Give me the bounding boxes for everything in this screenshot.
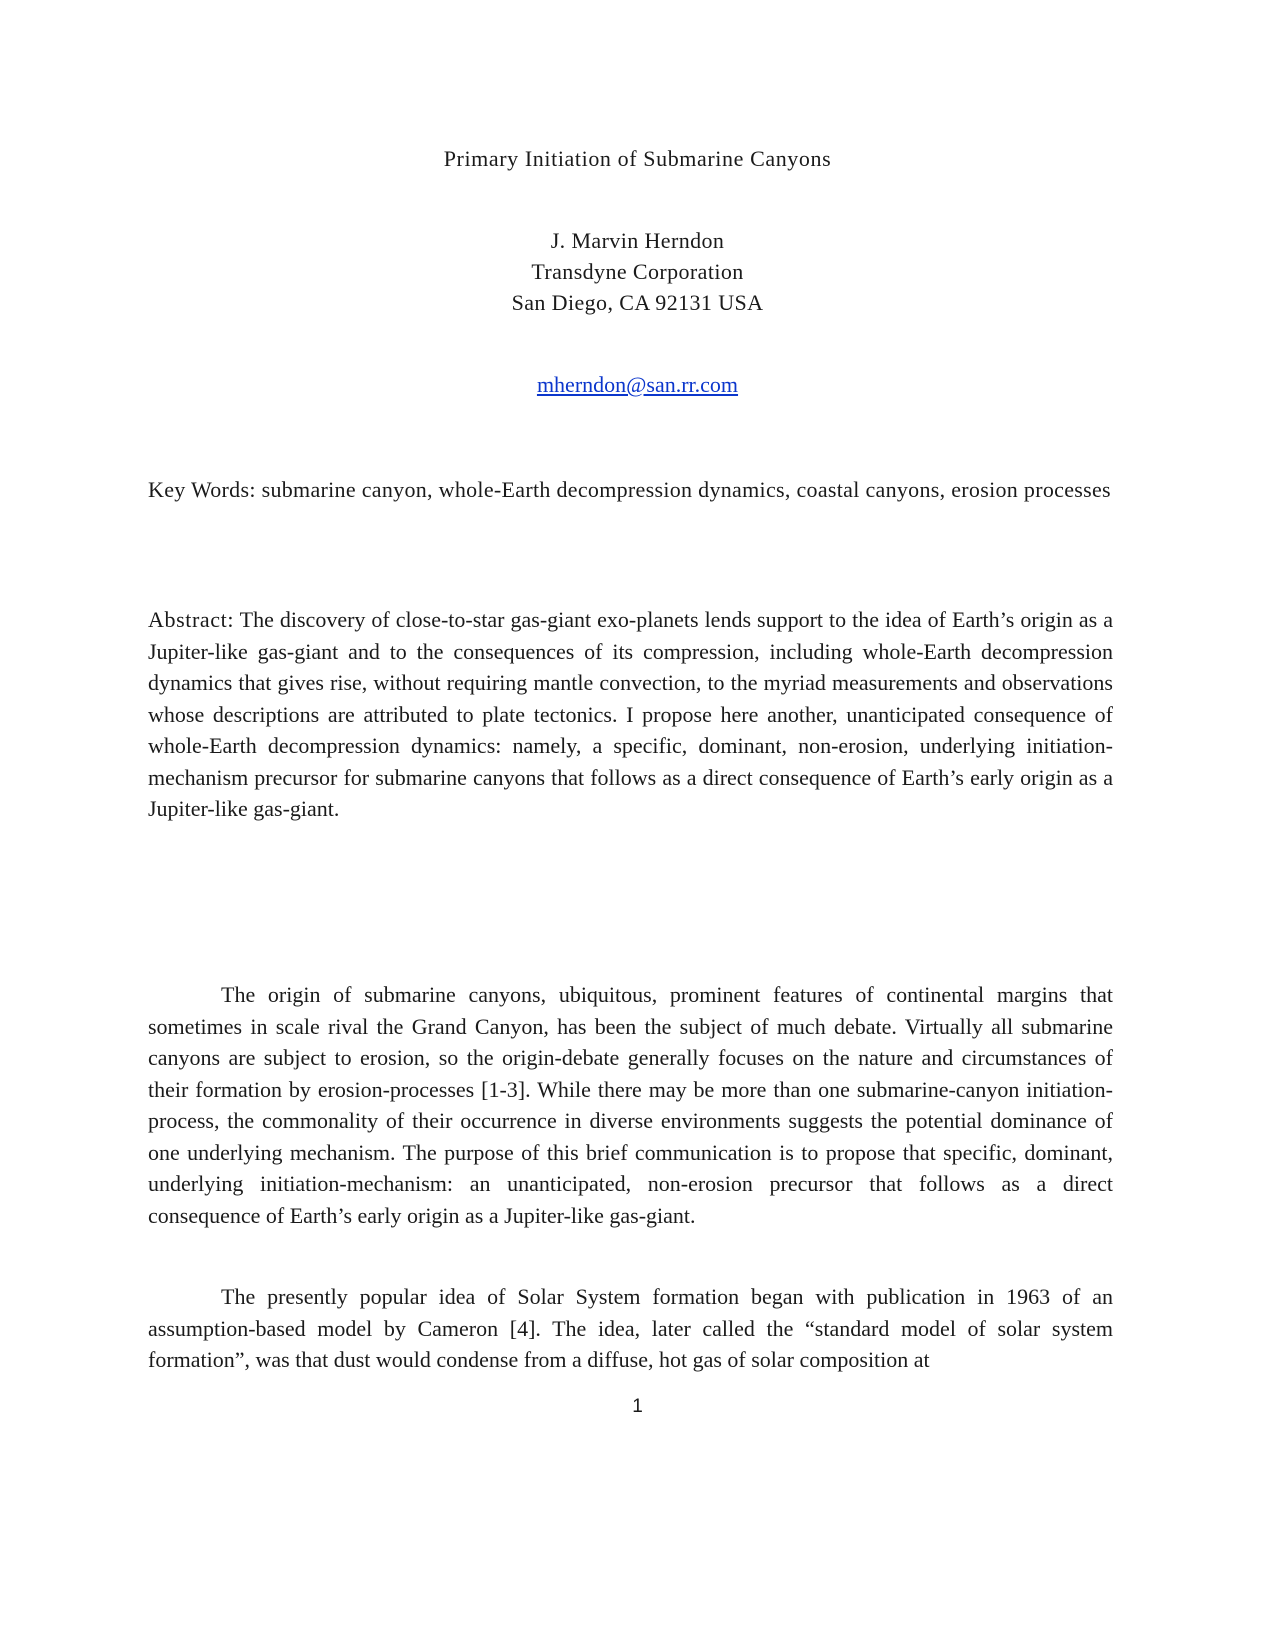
body-paragraph-2: The presently popular idea of Solar System formation began with publication in 1963 of an assumption-based model by Cameron [4]. The idea, later called the “standard model of solar system formation”, was that dust would condense from a diffuse, hot gas of solar composition at [148,1284,1113,1372]
paper-title: Primary Initiation of Submarine Canyons [443,146,832,171]
abstract [148,604,1113,825]
keywords [148,474,1113,506]
body-paragraph-1: The origin of submarine canyons, ubiquitous, prominent features of continental margins that sometimes in scale rival the Grand Canyon, has been the subject of much debate. Virtually all submarine canyons are subject to erosion, so the origin-debate generally focuses on the nature and circumstances of their formation by erosion-processes [1-3]. While there may be more than one submarine-canyon initiation-process, the commonality of their occurrence in diverse environments suggests the potential dominance of one underlying mechanism. The purpose of this brief communication is to propose that specific, dominant, underlying initiation-mechanism: an unanticipated, non-erosion precursor that follows as a direct consequence of Earth’s early origin as a Jupiter-like gas-giant. [148,982,1113,1228]
author-location: San Diego, CA 92131 USA [511,290,764,315]
author-block [0,225,1275,318]
email-line [0,369,1275,400]
author-organization: Transdyne Corporation [531,259,744,284]
author-name: J. Marvin Herndon [550,228,725,253]
abstract-text: The discovery of close-to-star gas-giant exo-planets lends support to the idea of Earth’s origin as a Jupiter-like gas-giant and to the consequences of its compression, including whole-Earth decompression dynamics that gives rise, without requiring mantle convection, to the myriad measurements and observations whose descriptions are attributed to plate tectonics. I propose here another, unanticipated consequence of whole-Earth decompression dynamics: namely, a specific, dominant, non-erosion, underlying initiation-mechanism precursor for submarine canyons that follows as a direct consequence of Earth’s early origin as a Jupiter-like gas-giant. [148,607,1113,821]
abstract-label: Abstract: [148,607,235,632]
email-link[interactable]: mherndon@san.rr.com [536,372,739,397]
keywords-text: submarine canyon, whole-Earth decompression dynamics, coastal canyons, erosion processes [261,477,1111,502]
keywords-label: Key Words: [148,477,256,502]
page-number: 1 [632,1396,643,1417]
